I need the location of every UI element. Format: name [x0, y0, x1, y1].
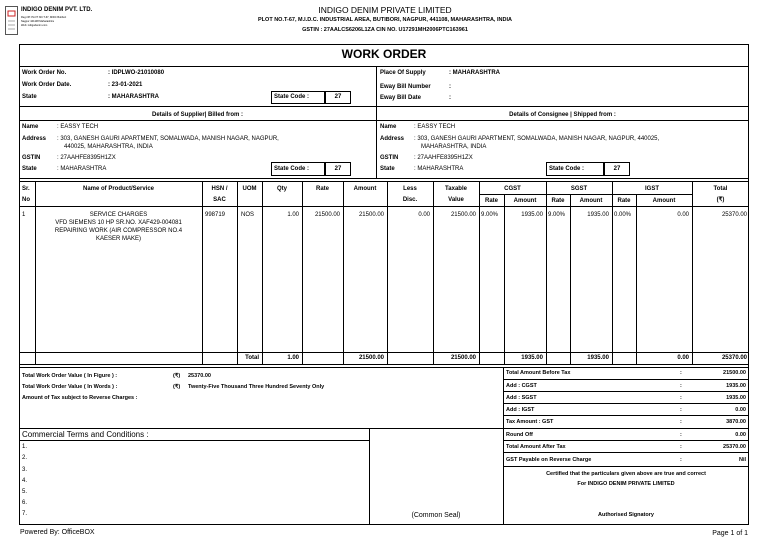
supplier-state-code-label: State Code : [274, 166, 310, 172]
cgst-rate-header: Rate [484, 198, 498, 204]
col-hsn-header: HSN / [211, 186, 228, 192]
work-order-no-label: Work Order No. [22, 70, 67, 76]
work-order-date-label: Work Order Date. [22, 82, 72, 88]
row-cgst-rate: 9.00% [481, 212, 499, 218]
consignee-state-code-label: State Code : [549, 166, 585, 172]
supplier-name-label: Name [22, 124, 39, 130]
tax-summary-colon: : [680, 395, 682, 401]
state-code-label: State Code : [274, 94, 310, 100]
authorised-signatory: Authorised Signatory [598, 512, 654, 518]
col-less-header: Less [403, 186, 417, 192]
row-desc-3: REPAIRING WORK (AIR COMPRESSOR NO.4 [54, 228, 183, 234]
terms-item: 5. [22, 489, 28, 495]
supplier-state: : MAHARASHTRA [57, 166, 107, 172]
place-of-supply-label: Place Of Supply [380, 70, 426, 76]
company-logo-icon [5, 6, 18, 35]
terms-heading: Commercial Terms and Conditions : [22, 430, 149, 439]
row-igst-rate: 0.00% [614, 212, 632, 218]
tax-summary-value: 21500.00 [723, 370, 746, 376]
row-disc: 0.00 [418, 212, 430, 218]
page-title: WORK ORDER [341, 47, 427, 61]
terms-item: 6. [22, 500, 28, 506]
supplier-address-line-2: 440025, MAHARASHTRA, INDIA [64, 144, 153, 150]
rupee-symbol-1: (₹) [173, 373, 181, 379]
row-taxable: 21500.00 [450, 212, 476, 218]
tax-summary-label: Add : CGST [506, 383, 537, 389]
reverse-charge-label: Amount of Tax subject to Reverse Charges : [22, 395, 138, 401]
col-disc-header: Disc. [402, 197, 418, 203]
page-number: Page 1 of 1 [712, 530, 748, 537]
supplier-address-line-1: : 303, GANESH GAURI APARTMENT, SOMALWADA, MANISH NAGAR, NAGPUR, [57, 136, 279, 142]
col-uom-header: UOM [242, 186, 257, 192]
cgst-amount-header: Amount [513, 198, 537, 204]
totals-cgst: 1935.00 [521, 355, 543, 361]
consignee-address-line-1: : 303, GANESH GAURI APARTMENT, SOMALWADA, MANISH NAGAR, NAGPUR, 440025, [414, 136, 660, 142]
totals-label: Total [245, 355, 259, 361]
tax-summary-label: Add : SGST [506, 395, 537, 401]
tax-summary-colon: : [680, 419, 682, 425]
col-sgst-header: SGST [570, 186, 588, 192]
sgst-amount-header: Amount [579, 198, 603, 204]
logo-line-3: Web: indigodenim.com [21, 24, 48, 27]
tax-summary-colon: : [680, 444, 682, 450]
consignee-state: : MAHARASHTRA [414, 166, 464, 172]
place-of-supply: : MAHARASHTRA [449, 70, 500, 76]
total-words-value: Twenty-Five Thousand Three Hundred Seventy Only [188, 384, 325, 390]
tax-summary-value: 1935.00 [726, 383, 746, 389]
col-sr-header-2: No [22, 197, 30, 203]
supplier-gstin-label: GSTIN [22, 155, 41, 161]
rupee-symbol-2: (₹) [173, 384, 181, 390]
igst-amount-header: Amount [652, 198, 676, 204]
col-rate-header: Rate [315, 186, 329, 192]
col-taxable-header-2: Value [448, 197, 464, 203]
state-label: State [22, 94, 37, 100]
common-seal: (Common Seal) [411, 512, 461, 519]
col-igst-header: IGST [644, 186, 659, 192]
eway-bill-date: : [449, 95, 451, 101]
total-figure-label: Total Work Order Value ( In Figure ) : [22, 373, 118, 379]
company-address: PLOT NO.T-67, M.I.D.C. INDUSTRIAL AREA, BUTIBORI, NAGPUR, 441108, MAHARASHTRA, INDIA [258, 17, 512, 23]
consignee-name: : EASSY TECH [414, 124, 456, 130]
col-total-header: Total [713, 186, 728, 192]
consignee-gstin-label: GSTIN [380, 155, 399, 161]
col-taxable-header: Taxable [445, 186, 467, 192]
totals-amount: 21500.00 [358, 355, 384, 361]
row-amount: 21500.00 [358, 212, 384, 218]
row-total: 25370.00 [721, 212, 747, 218]
terms-item: 4. [22, 478, 28, 484]
certification-line-2: For INDIGO DENIM PRIVATE LIMITED [577, 481, 675, 487]
terms-item: 1. [22, 444, 28, 450]
row-desc-4: KAESER MAKE) [95, 236, 141, 242]
tax-summary-label: Round Off [506, 432, 533, 438]
company-gstin-cin: GSTIN : 27AALCS6206L1ZA CIN NO. U17291MH2006PTC163961 [302, 27, 468, 33]
igst-rate-header: Rate [617, 198, 631, 204]
sgst-rate-header: Rate [551, 198, 565, 204]
work-order-date: : 23-01-2021 [108, 82, 143, 88]
total-figure-value: 25370.00 [188, 373, 211, 379]
col-qty-header: Qty [276, 186, 287, 192]
tax-summary-label: Total Amount After Tax [506, 444, 566, 450]
consignee-address-line-2: MAHARASHTRA, INDIA [421, 144, 487, 150]
consignee-heading: Details of Consignee | Shipped from : [509, 112, 616, 118]
state-value: : MAHARASHTRA [108, 94, 159, 100]
row-sgst-rate: 9.00% [548, 212, 566, 218]
supplier-heading: Details of Supplier| Billed from : [151, 112, 244, 118]
row-qty: 1.00 [287, 212, 299, 218]
totals-igst: 0.00 [677, 355, 689, 361]
totals-sgst: 1935.00 [587, 355, 609, 361]
logo-mark-icon [6, 7, 17, 34]
tax-summary-value: 3870.00 [726, 419, 746, 425]
totals-qty: 1.00 [287, 355, 299, 361]
col-sr-header: Sr. [22, 186, 30, 192]
terms-item: 2. [22, 455, 28, 461]
totals-total: 25370.00 [721, 355, 747, 361]
consignee-state-code: 27 [613, 166, 621, 172]
eway-bill-number: : [449, 84, 451, 90]
tax-summary-label: Add : IGST [506, 407, 535, 413]
row-uom: NOS [241, 212, 255, 218]
col-amount-header: Amount [353, 186, 377, 192]
consignee-gstin: : 27AAHFE8395H1ZX [414, 155, 473, 161]
company-name: INDIGO DENIM PRIVATE LIMITED [318, 5, 452, 15]
tax-summary-colon: : [680, 370, 682, 376]
row-desc-2: VFD SIEMENS 10 HP SR.NO. XAF429-004081 [55, 220, 182, 226]
powered-by: Powered By: OfficeBOX [20, 529, 95, 536]
logo-company-name: INDIGO DENIM PVT. LTD. [21, 7, 93, 13]
tax-summary-label: Tax Amount : GST [506, 419, 554, 425]
col-cgst-header: CGST [504, 186, 521, 192]
consignee-name-label: Name [380, 124, 397, 130]
row-rate: 21500.00 [314, 212, 340, 218]
tax-summary-label: GST Payable on Reverse Charge [506, 457, 592, 463]
totals-taxable: 21500.00 [450, 355, 476, 361]
certification-line-1: Certified that the particulars given above are true and correct [546, 471, 706, 477]
row-igst-amount: 0.00 [677, 212, 689, 218]
tax-summary-value: 0.00 [735, 407, 746, 413]
tax-summary-label: Total Amount Before Tax [506, 370, 571, 376]
tax-summary-colon: : [680, 407, 682, 413]
terms-item: 3. [22, 467, 28, 473]
supplier-state-label: State [22, 166, 37, 172]
col-total-header-2: (₹) [716, 197, 725, 203]
tax-summary-value: 25370.00 [723, 444, 746, 450]
eway-bill-number-label: Eway Bill Number [380, 84, 431, 90]
row-sr: 1 [22, 212, 26, 218]
tax-summary-colon: : [680, 457, 682, 463]
col-hsn-header-2: SAC [213, 197, 226, 203]
work-order-no: : IDPLWO-21010080 [108, 70, 165, 76]
supplier-name: : EASSY TECH [57, 124, 99, 130]
row-desc-1: SERVICE CHARGES [89, 212, 148, 218]
total-words-label: Total Work Order Value ( In Words ) : [22, 384, 118, 390]
supplier-state-code: 27 [334, 166, 342, 172]
tax-summary-value: 0.00 [735, 432, 746, 438]
eway-bill-date-label: Eway Bill Date [380, 95, 422, 101]
tax-summary-value: 1935.00 [726, 395, 746, 401]
col-name-header: Name of Product/Service [82, 186, 155, 192]
tax-summary-colon: : [680, 383, 682, 389]
consignee-address-label: Address [380, 136, 405, 142]
terms-item: 7. [22, 511, 28, 517]
logo-line-2: Nagpur 441108 Maharashtra [21, 20, 54, 23]
row-hsn: 998719 [205, 212, 226, 218]
row-sgst-amount: 1935.00 [587, 212, 609, 218]
tax-summary-value: Nil [738, 457, 746, 463]
tax-summary-colon: : [680, 432, 682, 438]
supplier-gstin: : 27AAHFE8395H1ZX [57, 155, 116, 161]
consignee-state-label: State [380, 166, 395, 172]
state-code: 27 [334, 94, 342, 100]
logo-line-1: Reg.Off: PLOT NO.T-67, MIDC Butibori [21, 16, 67, 19]
supplier-address-label: Address [22, 136, 47, 142]
row-cgst-amount: 1935.00 [521, 212, 543, 218]
